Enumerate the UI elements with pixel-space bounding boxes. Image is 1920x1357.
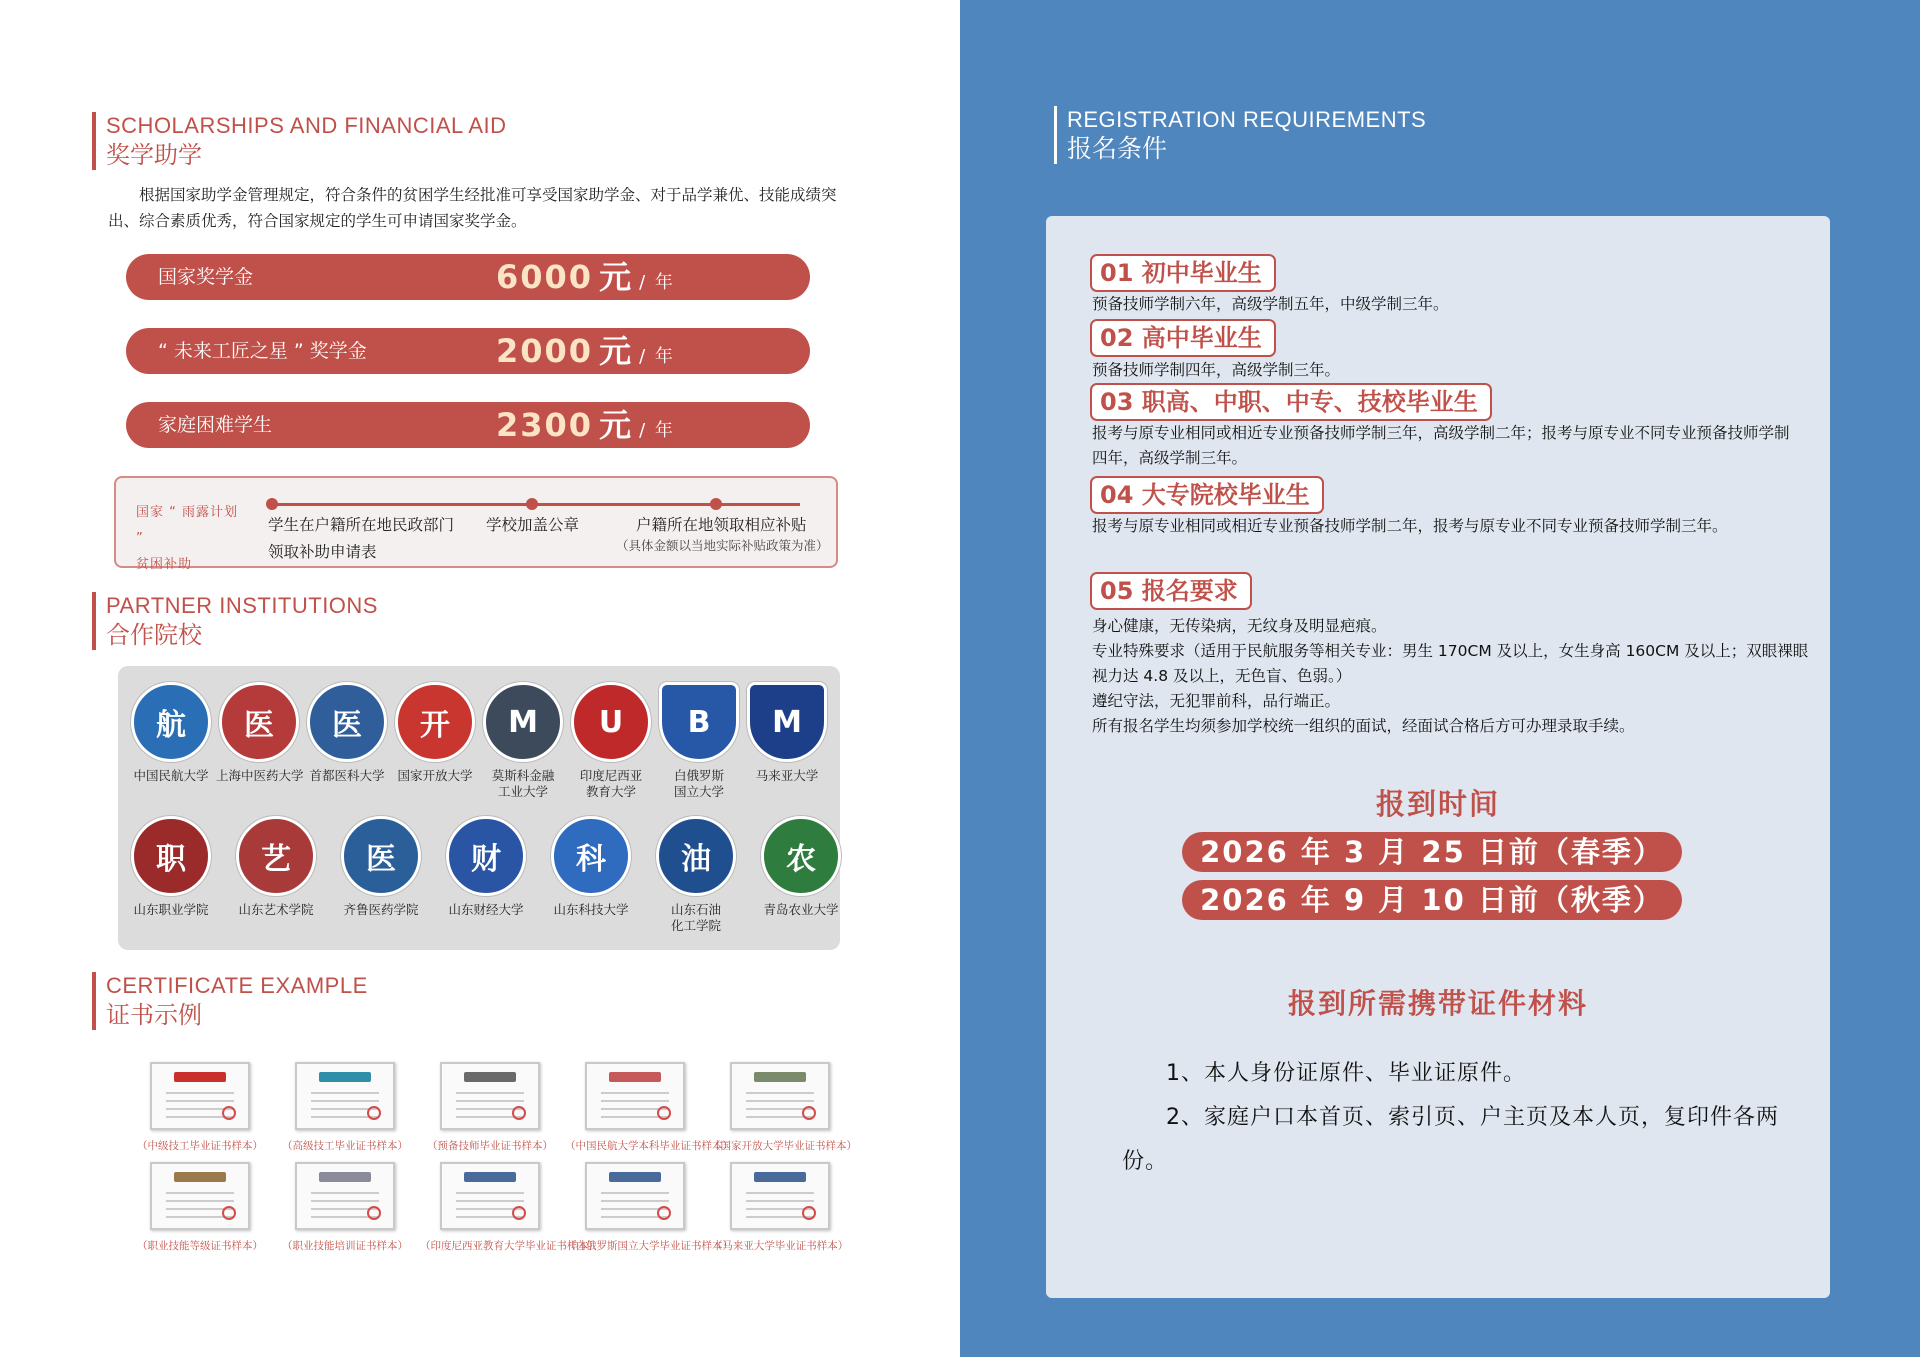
certificate-caption: （职业技能培训证书样本） <box>282 1240 408 1252</box>
partners-title-cn: 合作院校 <box>106 621 202 649</box>
requirement-line: 所有报名学生均须参加学校统一组织的面试，经面试合格后方可办理录取手续。 <box>1092 717 1635 735</box>
registration-title-cn: 报名条件 <box>1067 134 1168 163</box>
certificate-caption: （马来亚大学毕业证书样本） <box>711 1240 849 1252</box>
certificate-image <box>730 1162 830 1230</box>
certificate-image <box>295 1162 395 1230</box>
scholarship-heading <box>92 112 507 170</box>
requirement-heading-04: 04 大专院校毕业生 <box>1090 476 1324 514</box>
university-emblem-icon: 开 <box>395 682 475 762</box>
partner-name: 山东财经大学 <box>448 902 524 917</box>
requirement-text-01: 预备技师学制六年，高级学制五年，中级学制三年。 <box>1092 295 1449 313</box>
certificate-caption: （中级技工毕业证书样本） <box>137 1140 263 1152</box>
partners-title-en: PARTNER INSTITUTIONS <box>106 593 378 618</box>
partner-name: 山东职业学院 <box>133 902 209 917</box>
requirement-heading-01: 01 初中毕业生 <box>1090 254 1276 292</box>
certificate-sample <box>130 1162 270 1253</box>
certificate-sample <box>565 1062 733 1153</box>
requirement-text-02: 预备技师学制四年，高级学制三年。 <box>1092 361 1341 379</box>
certificates-heading <box>92 972 368 1030</box>
seal-icon <box>367 1206 381 1220</box>
scholarship-title-en: SCHOLARSHIPS AND FINANCIAL AID <box>106 113 507 138</box>
requirement-heading-05: 05 报名要求 <box>1090 572 1252 610</box>
partner-name: 山东艺术学院 <box>238 902 314 917</box>
seal-icon <box>222 1106 236 1120</box>
certificate-sample <box>275 1062 415 1153</box>
university-emblem-icon: 职 <box>131 816 211 896</box>
certificate-image <box>150 1062 250 1130</box>
certificate-sample <box>565 1162 733 1253</box>
rain-plan-step-2: 学校加盖公章 <box>486 516 580 534</box>
seal-icon <box>802 1206 816 1220</box>
partner-name: 马来亚大学 <box>755 768 819 783</box>
partner-logo <box>656 682 742 800</box>
scholarship-amount: 2000 元 / 年 <box>496 332 675 370</box>
seal-icon <box>512 1106 526 1120</box>
university-emblem-icon: 医 <box>341 816 421 896</box>
partner-name: 齐鲁医药学院 <box>343 902 419 917</box>
certificate-image <box>440 1162 540 1230</box>
scholarship-amount: 6000 元 / 年 <box>496 258 675 296</box>
partner-logo <box>128 816 214 918</box>
timeline-dot <box>710 498 722 510</box>
scholarship-item <box>126 402 810 448</box>
seal-icon <box>657 1106 671 1120</box>
university-emblem-icon: 艺 <box>236 816 316 896</box>
partner-logo <box>233 816 319 918</box>
seal-icon <box>367 1106 381 1120</box>
partner-logo <box>548 816 634 918</box>
scholarship-title-cn: 奖学助学 <box>106 141 202 169</box>
certificate-caption: （中国民航大学本科毕业证书样本） <box>565 1140 733 1152</box>
requirement-text-05 <box>1092 614 1812 739</box>
timeline-dot <box>266 498 278 510</box>
partner-logo <box>216 682 302 784</box>
certificate-image <box>150 1162 250 1230</box>
scholarship-name: “ 未来工匠之星 ” 奖学金 <box>158 340 367 362</box>
certificate-image <box>730 1062 830 1130</box>
university-emblem-icon: 农 <box>761 816 841 896</box>
right-page <box>960 0 1920 1357</box>
certificate-sample <box>275 1162 415 1253</box>
university-emblem-icon: M <box>747 682 827 762</box>
partner-name: 白俄罗斯 国立大学 <box>673 768 724 799</box>
university-emblem-icon: 科 <box>551 816 631 896</box>
partner-logo <box>443 816 529 918</box>
certificate-image <box>585 1062 685 1130</box>
certificate-caption: （预备技师毕业证书样本） <box>427 1140 553 1152</box>
scholarship-item <box>126 328 810 374</box>
seal-icon <box>222 1206 236 1220</box>
certificate-sample <box>420 1162 599 1253</box>
certificate-sample <box>130 1062 270 1153</box>
partner-logo <box>304 682 390 784</box>
registration-heading <box>1054 106 1426 164</box>
certificate-caption: （白俄罗斯国立大学毕业证书样本） <box>565 1240 733 1252</box>
materials-item-2: 2、家庭户口本首页、索引页、户主页及本人页，复印件各两份。 <box>1122 1105 1779 1174</box>
scholarship-item <box>126 254 810 300</box>
rain-plan-box <box>114 476 838 572</box>
requirement-text-03: 报考与原专业相同或相近专业预备技师学制三年，高级学制二年；报考与原专业不同专业预备技师学制四年，高级学制三年。 <box>1092 424 1790 467</box>
rain-plan-label: 国家 “ 雨露计划 ” 贫困补助 <box>136 505 238 572</box>
partner-name: 山东石油 化工学院 <box>670 902 721 933</box>
partner-name: 上海中医药大学 <box>216 768 304 783</box>
partner-name: 印度尼西亚 教育大学 <box>579 768 643 799</box>
materials-title: 报到所需携带证件材料 <box>1287 987 1588 1020</box>
report-date-autumn: 2026 年 9 月 10 日前（秋季） <box>1182 880 1682 920</box>
requirement-heading-02: 02 高中毕业生 <box>1090 319 1276 357</box>
requirement-line: 身心健康，无传染病，无纹身及明显疤痕。 <box>1092 617 1387 635</box>
partner-name: 中国民航大学 <box>133 768 209 783</box>
registration-title-en: REGISTRATION REQUIREMENTS <box>1067 107 1427 132</box>
certificate-image <box>585 1162 685 1230</box>
scholarship-intro: 根据国家助学金管理规定，符合条件的贫困学生经批准可享受国家助学金、对于品学兼优、技能成绩突出、综合素质优秀，符合国家规定的学生可申请国家奖学金。 <box>108 186 837 230</box>
report-date-spring: 2026 年 3 月 25 日前（春季） <box>1182 832 1682 872</box>
partners-heading <box>92 592 378 650</box>
seal-icon <box>657 1206 671 1220</box>
university-emblem-icon: 油 <box>656 816 736 896</box>
university-emblem-icon: M <box>483 682 563 762</box>
certificate-caption: （印度尼西亚教育大学毕业证书样本） <box>420 1240 599 1252</box>
registration-card <box>1046 216 1830 1298</box>
partner-name: 山东科技大学 <box>553 902 629 917</box>
certificates-title-cn: 证书示例 <box>106 1001 202 1029</box>
materials-item-1: 1、本人身份证原件、毕业证原件。 <box>1166 1061 1526 1086</box>
partner-logo <box>653 816 739 934</box>
certificate-sample <box>710 1162 850 1253</box>
rain-plan-step-1: 学生在户籍所在地民政部门 领取补助申请表 <box>268 516 455 561</box>
partner-logos-panel <box>118 666 840 950</box>
partner-logo <box>338 816 424 918</box>
requirement-line: 专业特殊要求（适用于民航服务等相关专业：男生 170CM 及以上，女生身高 160CM 及以上；双眼裸眼视力达 4.8 及以上，无色盲、色弱。） <box>1092 642 1809 685</box>
university-emblem-icon: B <box>659 682 739 762</box>
seal-icon <box>802 1106 816 1120</box>
partner-logo <box>392 682 478 784</box>
rain-plan-step-3: 户籍所在地领取相应补贴 <box>636 516 807 534</box>
university-emblem-icon: 医 <box>307 682 387 762</box>
certificate-image <box>440 1062 540 1130</box>
certificate-caption: （高级技工毕业证书样本） <box>282 1140 408 1152</box>
certificate-caption: （职业技能等级证书样本） <box>137 1240 263 1252</box>
partner-name: 国家开放大学 <box>397 768 473 783</box>
certificates-title-en: CERTIFICATE EXAMPLE <box>106 973 368 998</box>
scholarship-amount: 2300 元 / 年 <box>496 406 675 444</box>
partner-name: 首都医科大学 <box>309 768 385 783</box>
timeline-dot <box>526 498 538 510</box>
scholarship-name: 国家奖学金 <box>158 266 254 288</box>
certificate-sample <box>710 1062 857 1153</box>
rain-plan-note: （具体金额以当地实际补贴政策为准） <box>616 538 829 553</box>
partner-logo <box>758 816 844 918</box>
partner-logo <box>568 682 654 800</box>
university-emblem-icon: 医 <box>219 682 299 762</box>
scholarship-name: 家庭困难学生 <box>158 414 273 436</box>
partner-logo <box>744 682 830 784</box>
certificate-sample <box>420 1062 560 1153</box>
certificate-caption: （国家开放大学毕业证书样本） <box>710 1140 857 1152</box>
partner-logo <box>128 682 214 784</box>
certificate-image <box>295 1062 395 1130</box>
requirement-heading-03: 03 职高、中职、中专、技校毕业生 <box>1090 383 1492 421</box>
requirement-line: 遵纪守法，无犯罪前科，品行端正。 <box>1092 692 1341 710</box>
report-time-title: 报到时间 <box>1375 787 1500 821</box>
partner-name: 莫斯科金融 工业大学 <box>491 768 555 799</box>
partner-name: 青岛农业大学 <box>763 902 839 917</box>
university-emblem-icon: 航 <box>131 682 211 762</box>
university-emblem-icon: U <box>571 682 651 762</box>
partner-logo <box>480 682 566 800</box>
university-emblem-icon: 财 <box>446 816 526 896</box>
requirement-text-04: 报考与原专业相同或相近专业预备技师学制二年，报考与原专业不同专业预备技师学制三年。 <box>1092 517 1728 535</box>
seal-icon <box>512 1206 526 1220</box>
